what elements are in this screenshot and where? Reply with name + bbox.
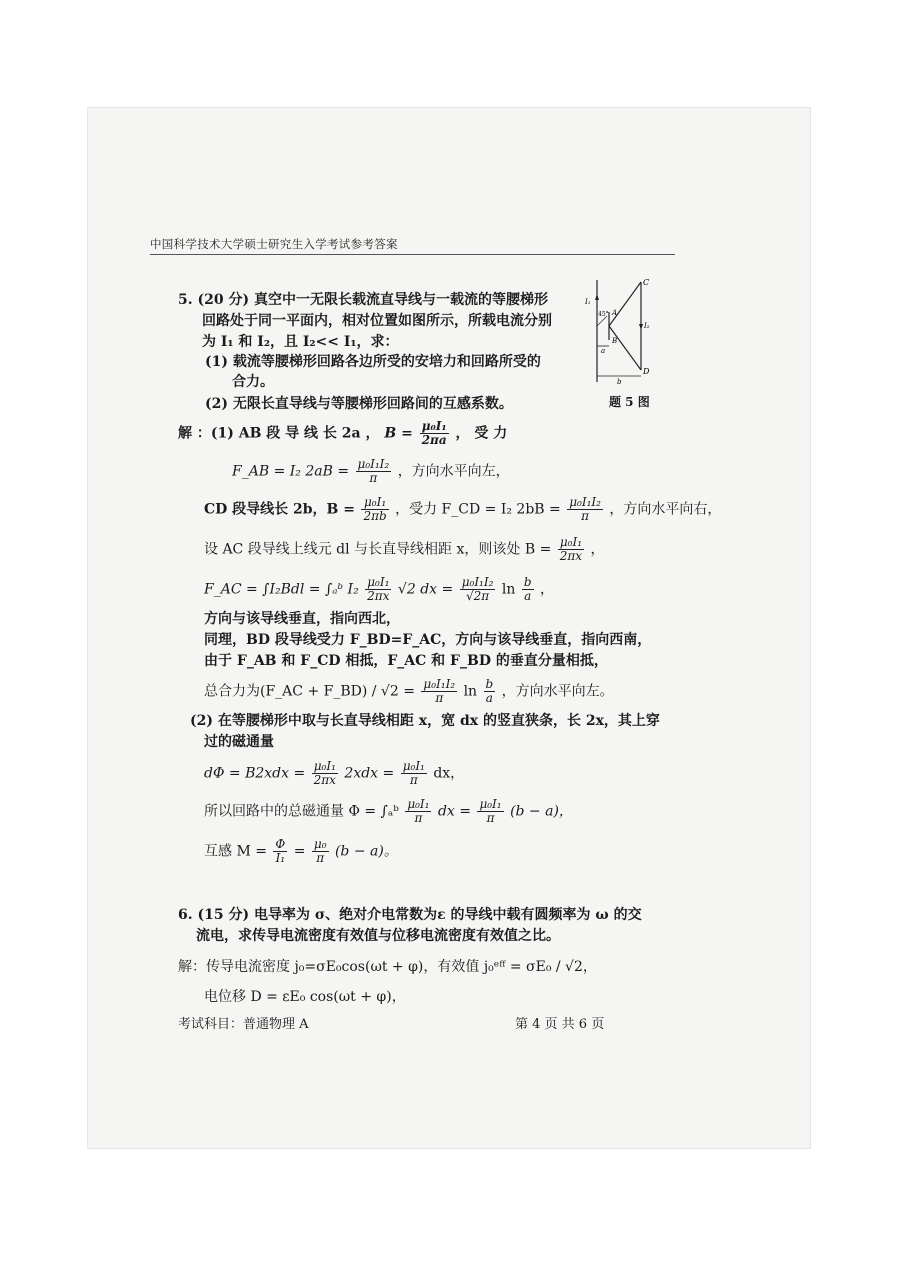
fig-label-a-dist: a xyxy=(601,347,606,355)
sol5-line5 xyxy=(204,576,554,603)
sol5-l3-den1: 2πb xyxy=(363,509,387,523)
sol5-part2-line3 xyxy=(204,760,464,787)
sol5-l2-den: π xyxy=(369,471,378,485)
sol5-p2e-mid: = xyxy=(293,843,306,860)
sol5-l3-mid: ，受力 F_CD = I₂ 2bB = xyxy=(395,501,561,518)
sol6-line2: 电位移 D = εE₀ cos(ωt + φ)， xyxy=(204,989,406,1005)
sol5-p2e-frac2 xyxy=(312,838,329,865)
sol5-line4 xyxy=(204,536,605,563)
sol5-p2e-den2: π xyxy=(316,851,325,865)
sol5-l9-frac xyxy=(421,678,457,705)
sol5-line7: 同理，BD 段导线受力 F_BD=F_AC，方向与该导线垂直，指向西南， xyxy=(204,632,652,648)
trapezoid-figure xyxy=(583,276,663,386)
sol5-p2c-mid: 2xdx = xyxy=(344,765,395,782)
sol5-l4-suffix: ， xyxy=(590,541,605,558)
fig-label-b-dist: b xyxy=(617,378,622,386)
q6-line2: 流电，求传导电流密度有效值与位移电流密度有效值之比。 xyxy=(196,928,560,944)
sol5-p2c-eq: dΦ = B2xdx = xyxy=(204,765,306,782)
sol5-l4-frac xyxy=(558,536,584,563)
sol5-l3-suffix: ，方向水平向右， xyxy=(609,501,722,518)
sol5-part2-line1: (2) 在等腰梯形中取与长直导线相距 x，宽 dx 的竖直狭条，长 2x，其上穿 xyxy=(190,713,660,729)
sol5-p2d-den1: π xyxy=(414,811,423,825)
footer-page: 第 4 页 共 6 页 xyxy=(515,1017,605,1032)
sol5-p2e-den1: I₁ xyxy=(275,851,286,865)
fig-label-b-point: B xyxy=(612,337,618,345)
sol5-p2e-prefix: 互感 M = xyxy=(204,843,267,860)
sol5-line6: 方向与该导线垂直，指向西北， xyxy=(204,611,400,627)
sol5-l2-num: μ₀I₁I₂ xyxy=(357,457,390,471)
q6-line1: 6. (15 分) 电导率为 σ、绝对介电常数为ε 的导线中载有圆频率为 ω 的交 xyxy=(178,907,642,923)
sol5-l5-frac2 xyxy=(460,576,496,603)
sol5-part2-line4 xyxy=(204,798,573,825)
sol5-l2-suffix: ，方向水平向左， xyxy=(397,463,510,480)
sol5-p2c-num1: μ₀I₁ xyxy=(312,760,338,774)
sol5-l4-prefix: 设 AC 段导线上线元 dl 与长直导线相距 x，则该处 B = xyxy=(204,541,552,558)
sol5-l5-den2: √2π xyxy=(465,589,490,603)
sol5-part2-line2: 过的磁通量 xyxy=(204,734,274,750)
fig-label-d: D xyxy=(643,367,650,376)
q5-part2: (2) 无限长直导线与等腰梯形回路间的互感系数。 xyxy=(205,396,513,412)
sol5-p2c-den1: 2πx xyxy=(313,773,336,787)
q5-line1: 5. (20 分) 真空中一无限长载流直导线与一载流的等腰梯形 xyxy=(178,292,548,308)
q5-line2: 回路处于同一平面内，相对位置如图所示，所载电流分别 xyxy=(202,313,552,329)
sol5-l3-num1: μ₀I₁ xyxy=(361,496,388,510)
sol5-p2d-frac1 xyxy=(405,798,431,825)
sol5-l3-frac2 xyxy=(567,496,603,523)
fig-label-angle: 45° xyxy=(598,311,609,318)
sol5-p2d-den2: π xyxy=(486,811,495,825)
sol5-p2d-prefix: 所以回路中的总磁通量 Φ = ∫ₐᵇ xyxy=(204,803,399,820)
sol5-l2-frac xyxy=(356,458,392,485)
sol5-l9-den2: a xyxy=(485,691,493,705)
q5-part1a: (1) 载流等腰梯形回路各边所受的安培力和回路所受的 xyxy=(205,354,541,370)
sol5-p2c-frac2 xyxy=(401,760,427,787)
sol5-l9-num2: b xyxy=(485,677,494,691)
sol5-l1-prefix: 解 ：(1) AB 段 导 线 长 2a ， xyxy=(178,425,380,442)
sol5-part2-line5 xyxy=(204,838,398,865)
sol5-p2d-frac2 xyxy=(477,798,503,825)
q5-line3: 为 I₁ 和 I₂，且 I₂<< I₁，求： xyxy=(202,334,399,350)
sol5-l9-num: μ₀I₁I₂ xyxy=(423,677,456,691)
sol5-l9-ln: ln xyxy=(463,683,478,700)
fig-label-c: C xyxy=(643,278,650,287)
sol5-l9-den: π xyxy=(435,691,444,705)
sol5-p2d-mid: dx = xyxy=(437,803,471,820)
fig-label-i1: I₁ xyxy=(585,298,591,306)
page-header: 中国科学技术大学硕士研究生入学考试参考答案 xyxy=(150,237,398,251)
sol5-p2d-num1: μ₀I₁ xyxy=(407,797,430,811)
sol5-l5-mid: √2 dx = xyxy=(397,581,454,598)
sol5-p2c-den2: π xyxy=(409,773,418,787)
sol5-p2d-suffix: (b − a)， xyxy=(510,803,573,820)
sol5-l5-num3: b xyxy=(523,575,532,589)
sol5-l5-den1: 2πx xyxy=(367,589,390,603)
sol5-line2 xyxy=(232,458,510,485)
sol5-p2d-num2: μ₀I₁ xyxy=(479,797,502,811)
sol5-line8: 由于 F_AB 和 F_CD 相抵，F_AC 和 F_BD 的垂直分量相抵， xyxy=(204,653,608,669)
sol5-l1-eq: B = xyxy=(384,425,413,442)
sol5-l9-frac2 xyxy=(484,678,496,705)
sol5-l4-num: μ₀I₁ xyxy=(558,536,584,550)
sol5-l5-frac1 xyxy=(365,576,391,603)
sol5-p2c-num2: μ₀I₁ xyxy=(402,759,425,773)
sol5-l3-frac1 xyxy=(361,496,388,523)
sol5-l2-eq: F_AB = I₂ 2aB = xyxy=(232,463,350,480)
sol5-l5-num2: μ₀I₁I₂ xyxy=(461,575,494,589)
sol5-l5-frac3 xyxy=(522,576,534,603)
q5-part1b: 合力。 xyxy=(232,374,274,390)
sol5-l5-eq: F_AC = ∫I₂Bdl = ∫ₐᵇ I₂ xyxy=(204,581,359,598)
sol5-p2e-num2: μ₀ xyxy=(313,837,327,851)
scanned-sheet xyxy=(88,108,810,1148)
footer-subject: 考试科目：普通物理 A xyxy=(178,1017,309,1032)
sol5-l1-suffix: ， 受 力 xyxy=(455,425,508,442)
sol5-l3-prefix: CD 段导线长 2b，B = xyxy=(204,501,355,518)
fig-label-a-point: A xyxy=(612,309,618,317)
figure-caption: 题 5 图 xyxy=(609,395,650,409)
sol5-p2c-frac1 xyxy=(312,760,338,787)
sol5-p2e-suffix: (b − a)。 xyxy=(334,843,398,860)
sol5-line9 xyxy=(204,678,614,705)
sol5-l3-num2: μ₀I₁I₂ xyxy=(569,495,601,509)
header-rule xyxy=(150,254,675,255)
sol6-line1: 解：传导电流密度 j₀=σE₀cos(ωt + φ)，有效值 j₀ᵉᶠᶠ = σE₀ / √2， xyxy=(178,959,597,975)
sol5-l1-den: 2πa xyxy=(421,433,447,447)
sol5-p2c-suffix: dx， xyxy=(433,765,465,782)
sol5-l5-suffix: ， xyxy=(539,581,554,598)
sol5-l4-den: 2πx xyxy=(559,549,583,563)
sol5-l5-den3: a xyxy=(524,589,532,603)
sol5-p2e-frac1 xyxy=(273,838,287,865)
sol5-line3 xyxy=(204,496,721,523)
sol5-line1 xyxy=(178,420,507,447)
sol5-l5-ln: ln xyxy=(501,581,516,598)
sol5-l3-den2: π xyxy=(581,509,590,523)
sol5-l9-suffix: ，方向水平向左。 xyxy=(501,683,614,700)
sol5-l5-num1: μ₀I₁ xyxy=(365,576,391,590)
sol5-p2e-num1: Φ xyxy=(275,837,286,851)
sol5-l9-prefix: 总合力为(F_AC + F_BD) / √2 = xyxy=(204,683,415,700)
fig-label-i2: I₂ xyxy=(644,322,650,330)
sol5-l1-num: μ₀I₁ xyxy=(421,419,447,433)
sol5-l1-frac xyxy=(420,420,449,447)
